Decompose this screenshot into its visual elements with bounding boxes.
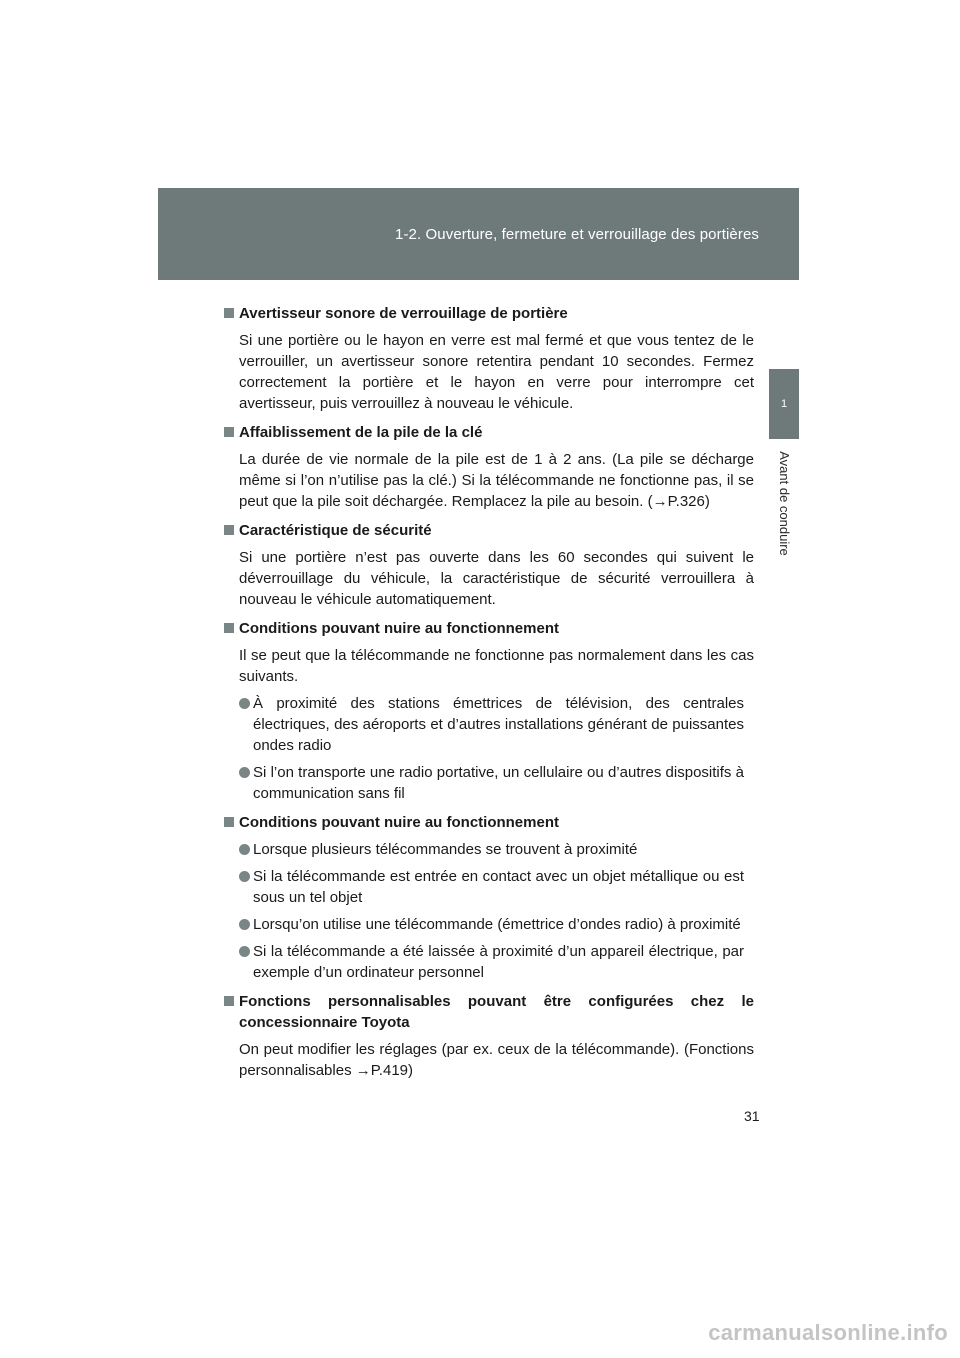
section-title: Caractéristique de sécurité xyxy=(224,520,754,541)
round-bullet-icon xyxy=(239,844,250,855)
section-paragraph: Si une portière n’est pas ouverte dans les 60 secondes qui suivent le déverrouillage du véhicule, la caractéristique de sécurité verrouillera à nouveau le véhicule automatiquement. xyxy=(239,549,754,608)
page-content xyxy=(224,303,754,1089)
section-title: Conditions pouvant nuire au fonctionnement xyxy=(224,812,754,833)
round-bullet-icon xyxy=(239,767,250,778)
section-paragraph: On peut modifier les réglages (par ex. ceux de la télécommande). (Fonctions personnalisables →P.419) xyxy=(239,1041,754,1079)
square-bullet-icon xyxy=(224,427,234,437)
list-item: Lorsque plusieurs télécommandes se trouvent à proximité xyxy=(239,839,754,860)
bullet-list xyxy=(239,693,754,804)
square-bullet-icon xyxy=(224,525,234,535)
chapter-tab-label-text: Avant de conduire xyxy=(776,450,792,556)
square-bullet-icon xyxy=(224,623,234,633)
chapter-tab-number: 1 xyxy=(769,369,799,439)
section-title: Conditions pouvant nuire au fonctionnement xyxy=(224,618,754,639)
section-operating-conditions-1 xyxy=(224,618,754,804)
round-bullet-icon xyxy=(239,919,250,930)
square-bullet-icon xyxy=(224,308,234,318)
section-key-battery xyxy=(224,422,754,512)
section-paragraph: Il se peut que la télécommande ne fonctionne pas normalement dans les cas suivants. xyxy=(239,647,754,685)
section-door-lock-buzzer xyxy=(224,303,754,414)
section-paragraph: La durée de vie normale de la pile est de 1 à 2 ans. (La pile se décharge même si l’on n’utilise pas la clé.) Si la télécommande ne fonctionne pas, il se peut que la pile soit déchargée. Remplacez la pile au besoin. (→P.326) xyxy=(239,451,754,510)
list-item: Si la télécommande est entrée en contact avec un objet métallique ou est sous un tel objet xyxy=(239,866,754,908)
page-number: 31 xyxy=(744,1108,760,1124)
round-bullet-icon xyxy=(239,871,250,882)
list-item: À proximité des stations émettrices de télévision, des centrales électriques, des aéroports et d’autres installations générant de puissantes ondes radio xyxy=(239,693,754,756)
section-security-feature xyxy=(224,520,754,610)
chapter-title: 1-2. Ouverture, fermeture et verrouillage des portières xyxy=(395,226,759,243)
chapter-tab-label xyxy=(769,439,799,567)
square-bullet-icon xyxy=(224,996,234,1006)
list-item: Si l’on transporte une radio portative, un cellulaire ou d’autres dispositifs à communication sans fil xyxy=(239,762,754,804)
section-title: Fonctions personnalisables pouvant être configurées chez le concessionnaire Toyota xyxy=(224,991,754,1033)
section-operating-conditions-2 xyxy=(224,812,754,983)
list-item: Lorsqu’on utilise une télécommande (émettrice d’ondes radio) à proximité xyxy=(239,914,754,935)
watermark: carmanualsonline.info xyxy=(708,1320,948,1345)
chapter-header xyxy=(158,188,799,280)
square-bullet-icon xyxy=(224,817,234,827)
section-title: Affaiblissement de la pile de la clé xyxy=(224,422,754,443)
round-bullet-icon xyxy=(239,946,250,957)
round-bullet-icon xyxy=(239,698,250,709)
list-item: Si la télécommande a été laissée à proximité d’un appareil électrique, par exemple d’un ordinateur personnel xyxy=(239,941,754,983)
section-customizable-features xyxy=(224,991,754,1081)
bullet-list xyxy=(239,839,754,983)
section-paragraph: Si une portière ou le hayon en verre est mal fermé et que vous tentez de le verrouiller, un avertisseur sonore retentira pendant 10 secondes. Fermez correctement la portière et le hayon en verre pour interrompre cet avertisseur, puis verrouillez à nouveau le véhicule. xyxy=(239,332,754,412)
section-title: Avertisseur sonore de verrouillage de portière xyxy=(224,303,754,324)
